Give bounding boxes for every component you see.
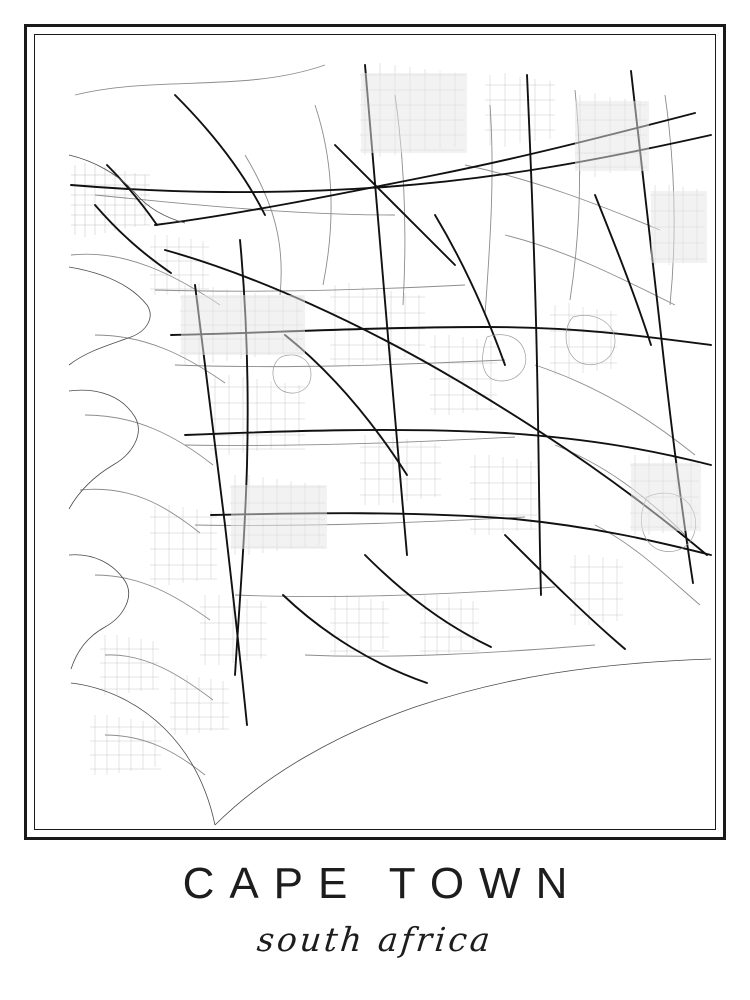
page-title: CAPE TOWN — [182, 859, 583, 908]
poster-subtitle: south africa — [255, 920, 495, 960]
poster-inner-frame — [34, 34, 716, 830]
street-map — [35, 35, 715, 829]
poster-title-block — [0, 860, 750, 959]
